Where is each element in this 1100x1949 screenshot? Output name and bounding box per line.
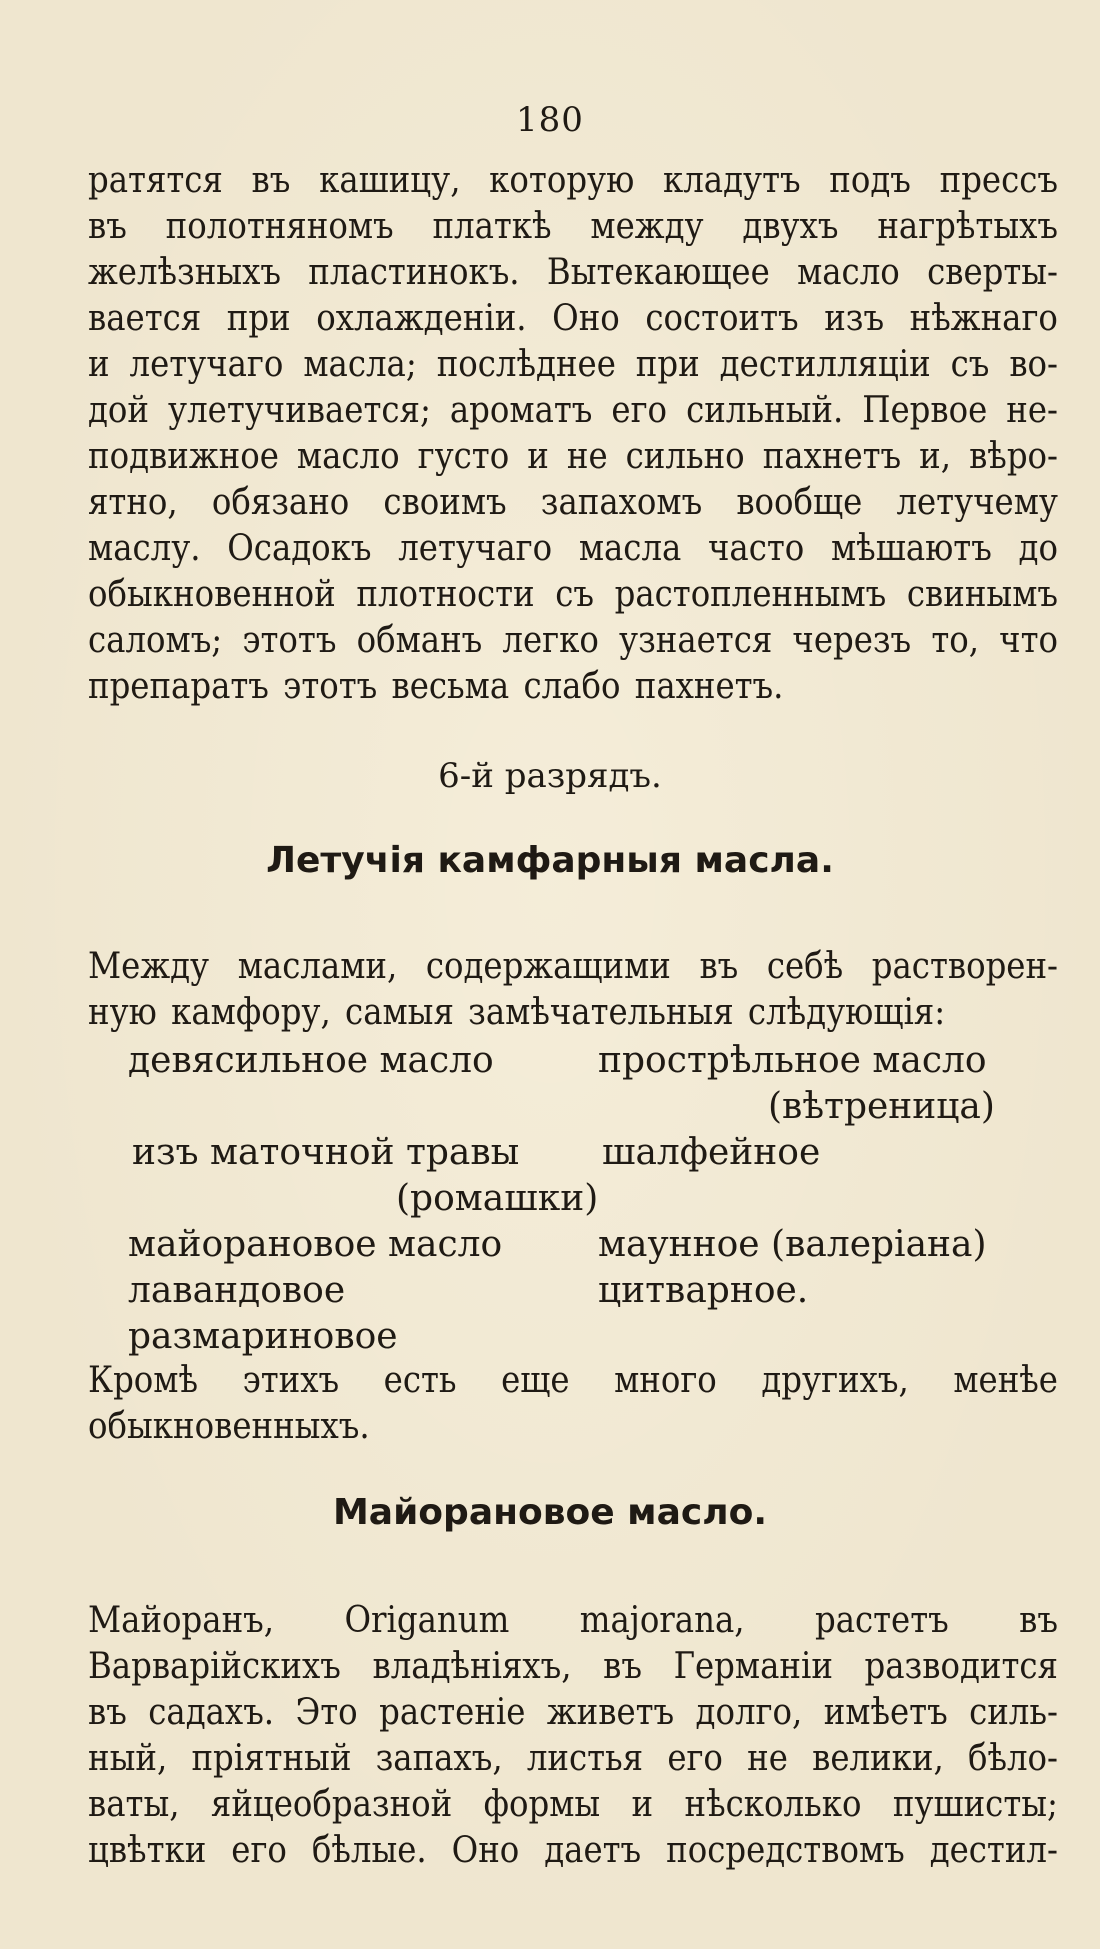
text-line: ный, пріятный запахъ, листья его не велики, бѣло- [88, 1738, 1058, 1779]
list-item: майорановое масло [128, 1224, 503, 1265]
section-heading: Летучія камфарныя масла. [266, 840, 834, 881]
text-line: вается при охлажденіи. Оно состоитъ изъ нѣжнаго [88, 298, 1058, 339]
paragraph-camphor-oils-intro [88, 944, 1058, 1036]
list-item: размариновое [128, 1316, 398, 1357]
list-item: изъ маточной травы [132, 1132, 520, 1173]
text-line: ятно, обязано своимъ запахомъ вообще летучему [88, 482, 1058, 523]
subsection-heading: Майорановое масло. [332, 1492, 768, 1533]
text-line: въ садахъ. Это растеніе живетъ долго, имѣетъ силь- [88, 1692, 1058, 1733]
section-number: 6-й разрядъ. [438, 756, 662, 796]
paragraph-other-oils [88, 1358, 1058, 1450]
text-line: ратятся въ кашицу, которую кладутъ подъ прессъ [88, 160, 1058, 201]
list-item: шалфейное [602, 1132, 821, 1173]
text-line: обыкновенныхъ. [88, 1406, 370, 1447]
text-line: Кромѣ этихъ есть еще много другихъ, менѣе [88, 1360, 1058, 1401]
text-line: обыкновенной плотности съ растопленнымъ свинымъ [88, 574, 1058, 615]
text-line: дой улетучивается; ароматъ его сильный. Первое не- [88, 390, 1058, 431]
page-number: 180 [516, 100, 584, 140]
text-line: цвѣтки его бѣлые. Оно даетъ посредствомъ дестил- [88, 1830, 1058, 1871]
text-line: Майоранъ, Origanum majorana, растетъ въ [88, 1600, 1058, 1641]
text-line: ную камфору, самыя замѣчательныя слѣдующія: [88, 992, 946, 1033]
text-line: маслу. Осадокъ летучаго масла часто мѣшаютъ до [88, 528, 1058, 569]
oil-list [128, 1038, 1028, 1358]
list-item: лавандовое [128, 1270, 346, 1311]
text-line: саломъ; этотъ обманъ легко узнается черезъ то, что [88, 620, 1058, 661]
list-item: маунное (валеріана) [598, 1224, 987, 1265]
text-line: въ полотняномъ платкѣ между двухъ нагрѣтыхъ [88, 206, 1058, 247]
list-item: прострѣльное масло [598, 1040, 987, 1081]
list-item-note: (вѣтреница) [768, 1086, 995, 1127]
text-line: Варварійскихъ владѣніяхъ, въ Германіи разводится [88, 1646, 1058, 1687]
text-line: Между маслами, содержащими въ себѣ растворен- [88, 946, 1058, 987]
list-item: цитварное. [598, 1270, 809, 1311]
text-line: желѣзныхъ пластинокъ. Вытекающее масло сверты- [88, 252, 1058, 293]
list-item: девясильное масло [128, 1040, 494, 1081]
text-line: препаратъ этотъ весьма слабо пахнетъ. [88, 666, 784, 707]
text-line: и летучаго масла; послѣднее при дестилляціи съ во- [88, 344, 1058, 385]
text-line: подвижное масло густо и не сильно пахнетъ и, вѣро- [88, 436, 1058, 477]
paragraph-marjoram [88, 1598, 1058, 1874]
text-line: ваты, яйцеобразной формы и нѣсколько пушисты; [88, 1784, 1058, 1825]
paragraph-camphor-extraction [88, 158, 1058, 710]
list-item-note: (ромашки) [396, 1178, 599, 1219]
